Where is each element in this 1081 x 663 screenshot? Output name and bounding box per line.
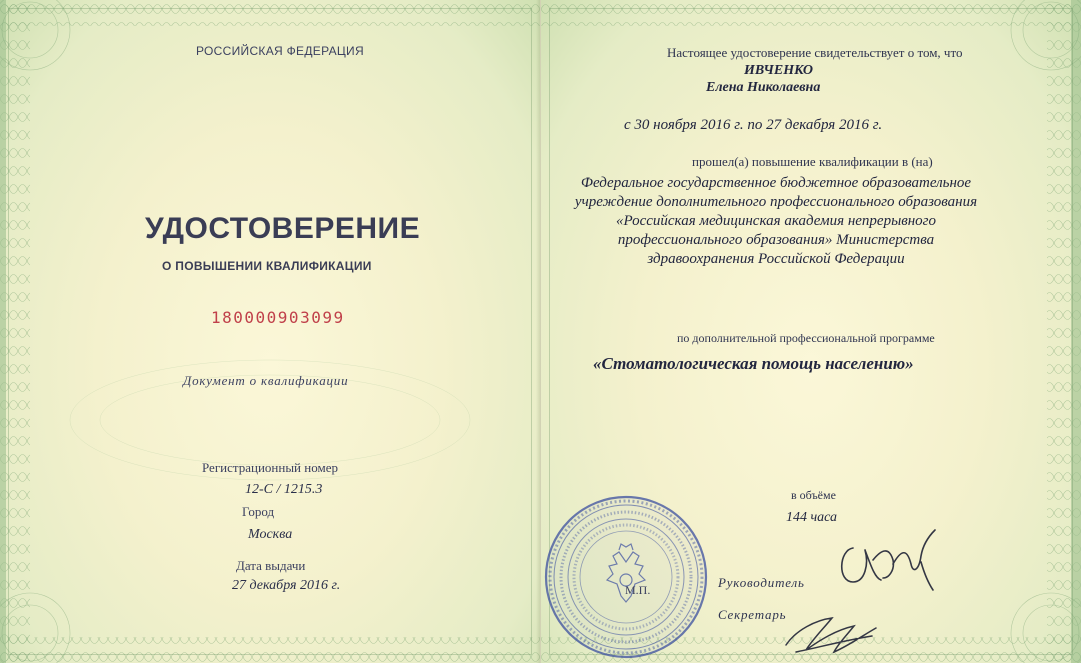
organization-line: Федеральное государственное бюджетное образовательное <box>580 175 972 191</box>
organization-line: «Российская медицинская академия непрерывного <box>615 213 937 229</box>
training-period: с 30 ноября 2016 г. по 27 декабря 2016 г. <box>624 117 883 133</box>
right-page <box>541 0 1081 663</box>
head-signature <box>831 520 941 600</box>
issue-date: 27 декабря 2016 г. <box>232 578 341 593</box>
registration-number: 12-С / 1215.3 <box>245 482 323 497</box>
organization-line: здравоохранения Российской Федерации <box>647 251 905 267</box>
city-label: Город <box>242 504 275 519</box>
stamp-mark: М.П. <box>625 583 651 597</box>
serial-number: 180000903099 <box>211 308 345 327</box>
organization-line: учреждение дополнительного профессионального образования <box>574 194 978 210</box>
head-signature-label: Руководитель <box>718 575 805 590</box>
program-label: по дополнительной профессиональной программе <box>677 331 935 345</box>
official-seal-icon <box>541 492 711 662</box>
holder-surname: ИВЧЕНКО <box>744 63 814 78</box>
organization-name <box>541 174 1011 269</box>
document-subtitle: О ПОВЫШЕНИИ КВАЛИФИКАЦИИ <box>162 259 372 273</box>
left-page <box>0 0 540 663</box>
secretary-signature-label: Секретарь <box>718 607 787 622</box>
volume-label: в объёме <box>791 488 836 502</box>
qualification-doc-label: Документ о квалификации <box>183 373 349 388</box>
issue-date-label: Дата выдачи <box>236 558 306 573</box>
registration-label: Регистрационный номер <box>202 460 338 475</box>
country-name: РОССИЙСКАЯ ФЕДЕРАЦИЯ <box>196 44 364 58</box>
certifies-text: Настоящее удостоверение свидетельствует о том, что <box>667 45 963 60</box>
holder-given-names: Елена Николаевна <box>706 80 821 95</box>
city-value: Москва <box>248 527 293 542</box>
volume-value: 144 часа <box>786 510 838 525</box>
organization-line: профессионального образования» Министерства <box>617 232 935 248</box>
document-title: УДОСТОВЕРЕНИЕ <box>145 212 421 245</box>
secretary-signature <box>776 590 886 660</box>
trained-at-label: прошел(а) повышение квалификации в (на) <box>692 154 933 169</box>
program-name: «Стоматологическая помощь населению» <box>593 354 914 373</box>
